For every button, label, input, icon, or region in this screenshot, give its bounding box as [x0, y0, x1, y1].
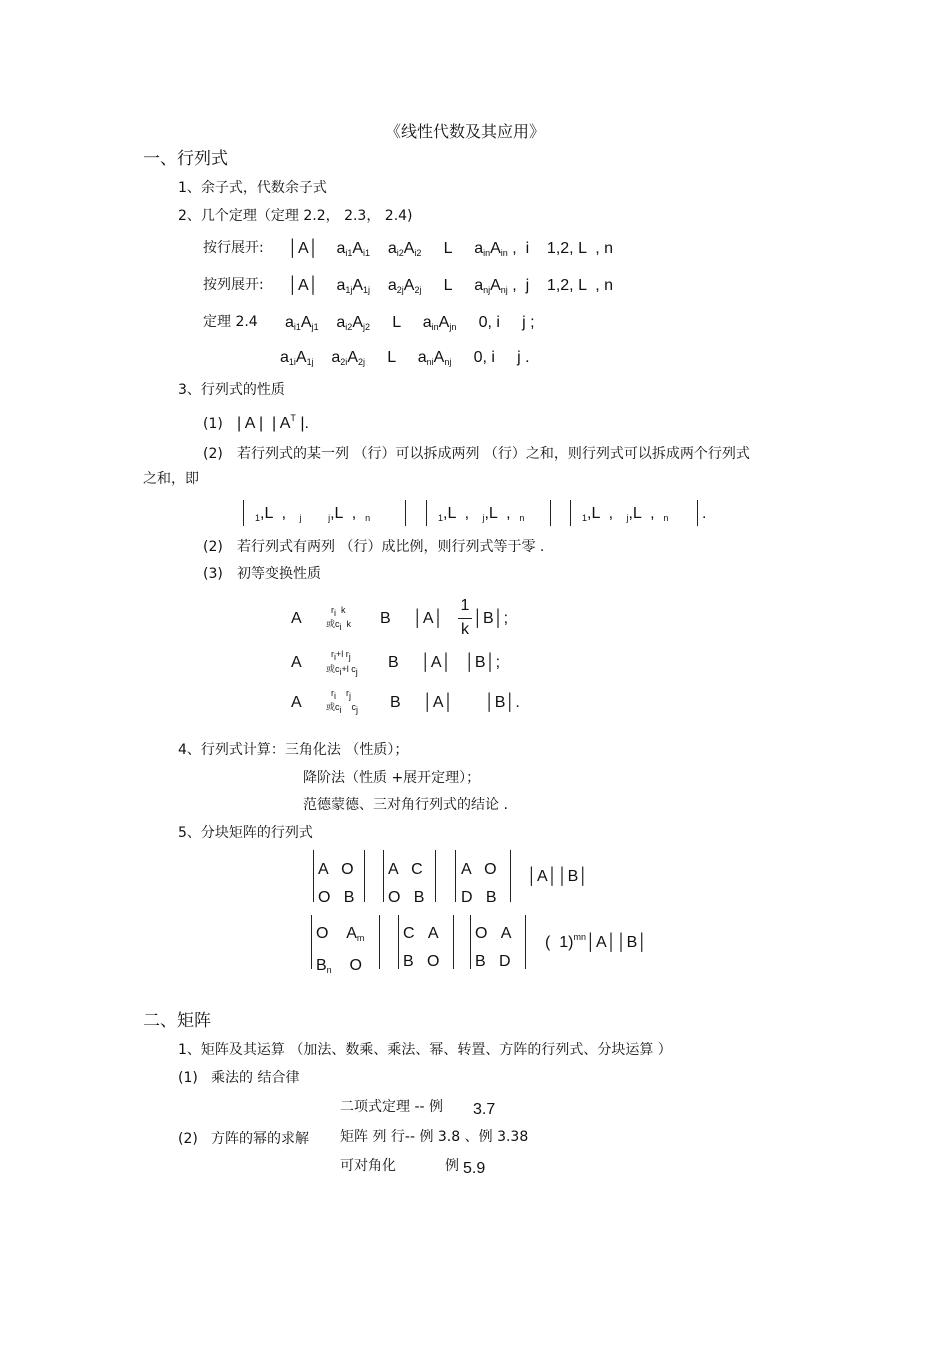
split-formula-part1: $_1$,L , $_j$ $_j$,L , $_n$: [255, 505, 371, 523]
split-formula-part3: $_1$,L , $_j$,L , $_n$: [582, 505, 669, 523]
det-bar: [405, 500, 406, 526]
property-1-formula: | A | | $A^T$ |.: [237, 413, 309, 432]
transform-2-lhs: A: [291, 654, 302, 671]
item-computation-reduction: 降阶法（性质 +展开定理）；: [303, 770, 481, 786]
item-computation: 4、行列式计算：三角化法 （性质）；: [178, 742, 409, 758]
section-heading-determinant: 一、行列式: [143, 149, 228, 169]
det-bar: [383, 850, 384, 902]
item-block-determinant: 5、分块矩阵的行列式: [178, 825, 313, 841]
method-diagonalizable-ref: 5.9: [463, 1160, 486, 1177]
theorem-formula-col: $a_{1i}A_{1j}$ $a_{2i}A_{2j}$ L $a_{ni}A_{nj}$ 0, i j .: [280, 349, 530, 367]
property-3-text: 初等变换性质: [237, 566, 321, 582]
fraction-one-over-k: 1 k: [458, 597, 472, 641]
row-expansion-label: 按行展开:: [203, 240, 264, 256]
transform-2-rhs: B │A│ │B│;: [388, 654, 501, 671]
block-matrix-ACOB: A C O B: [388, 861, 425, 906]
item-properties: 3、行列式的性质: [178, 382, 285, 398]
det-bar: [510, 850, 511, 902]
det-bar: [379, 915, 380, 969]
block-matrix-CABO: C A B O: [403, 925, 440, 970]
property-2-text: 若行列式的某一列 （行）可以拆成两列 （行）之和，则行列式可以拆成两个行列式: [237, 446, 750, 462]
block-matrix-OABD: O A B D: [475, 925, 512, 970]
block-matrix-AOOB: A O O B: [318, 861, 355, 906]
det-bar: [364, 850, 365, 902]
property-2b-number: (2): [203, 539, 223, 555]
section-heading-matrix: 二、矩阵: [143, 1011, 211, 1031]
method-column-row: 矩阵 列 行-- 例 3.8 、例 3.38: [340, 1129, 529, 1145]
det-bar: [311, 915, 312, 969]
transform-3-lhs: A: [291, 694, 302, 711]
item-theorems: 2、几个定理（定理 2.2， 2.3， 2.4): [178, 208, 413, 224]
split-formula-period: .: [702, 505, 707, 522]
theorem-formula-row: $a_{i1}A_{j1}$ $a_{i2}A_{j2}$ L $a_{in}A_{jn}$ 0, i j ;: [285, 314, 535, 332]
block-matrix-AODB: A O D B: [461, 861, 497, 906]
col-expansion-label: 按列展开:: [203, 277, 264, 293]
det-bar: [525, 915, 526, 969]
row-expansion-formula: │A│ $a_{i1}A_{i1}$ $a_{i2}A_{i2}$ L $a_{in}A_{in}$ , i 1,2, L , n: [288, 240, 614, 258]
det-bar: [570, 500, 571, 526]
theorem-label: 定理 2.4: [203, 314, 258, 330]
det-bar: [697, 500, 698, 526]
subitem-2-number: (2): [178, 1131, 198, 1147]
block-result-AB: │A││B│: [527, 868, 589, 885]
det-bar: [470, 915, 471, 969]
det-bar: [243, 500, 244, 526]
det-bar: [426, 500, 427, 526]
det-bar: [550, 500, 551, 526]
subitem-1-text: 乘法的 结合律: [211, 1070, 300, 1086]
subitem-1-number: (1): [178, 1070, 198, 1086]
transform-2-arrow-label: $r_i+l$ $r_j$: [331, 649, 351, 662]
col-expansion-formula: │A│ $a_{1j}A_{1j}$ $a_{2j}A_{2j}$ L $a_{nj}A_{nj}$ , j 1,2, L , n: [288, 277, 614, 295]
transform-1-lhs: A: [291, 610, 302, 627]
property-3-number: (3): [203, 566, 223, 582]
transform-1-rhs: B │A│: [380, 610, 444, 627]
method-binomial-ref: 3.7: [473, 1101, 496, 1118]
document-title: 《线性代数及其应用》: [385, 122, 546, 141]
block-result-sign: ( 1)$^{mn}$│A││B│: [545, 932, 648, 951]
property-2-continuation: 之和，即: [143, 471, 199, 487]
item-cofactor: 1、余子式，代数余子式: [178, 180, 327, 196]
det-bar: [455, 850, 456, 902]
transform-1-arrow-label: $r_i$ k: [331, 605, 346, 618]
transform-3-rhs: B │A│ │B│.: [390, 694, 520, 711]
det-bar: [453, 915, 454, 969]
method-binomial: 二项式定理 -- 例: [340, 1099, 444, 1115]
det-bar: [313, 850, 314, 902]
item-computation-vandermonde: 范德蒙德、三对角行列式的结论 .: [303, 797, 508, 813]
method-diagonalizable-example: 例: [445, 1158, 459, 1174]
property-1-number: (1): [203, 416, 223, 432]
item-matrix-operations: 1、矩阵及其运算 （加法、数乘、乘法、幂、转置、方阵的行列式、分块运算 ）: [178, 1042, 672, 1058]
det-bar: [435, 850, 436, 902]
split-formula-part2: $_1$,L , $_j$,L , $_n$: [438, 505, 525, 523]
property-2-number: (2): [203, 446, 223, 462]
property-2b-text: 若行列式有两列 （行）成比例，则行列式等于零 .: [237, 539, 545, 555]
transform-3-arrow-label: $r_i$ $r_j$: [331, 688, 351, 701]
subitem-2-text: 方阵的幂的求解: [211, 1131, 309, 1147]
transform-3-arrow-label: 或$c_i$ $c_j$: [326, 702, 359, 715]
transform-2-arrow-label: 或$c_i+l$ $c_j$: [326, 664, 358, 677]
block-matrix-OABO: O $A_m$ $B_n$ O: [316, 925, 365, 975]
transform-1-result: │B│;: [473, 610, 509, 627]
method-diagonalizable: 可对角化: [340, 1158, 396, 1174]
transform-1-arrow-label: 或$c_i$ k: [326, 619, 352, 632]
det-bar: [398, 915, 399, 969]
